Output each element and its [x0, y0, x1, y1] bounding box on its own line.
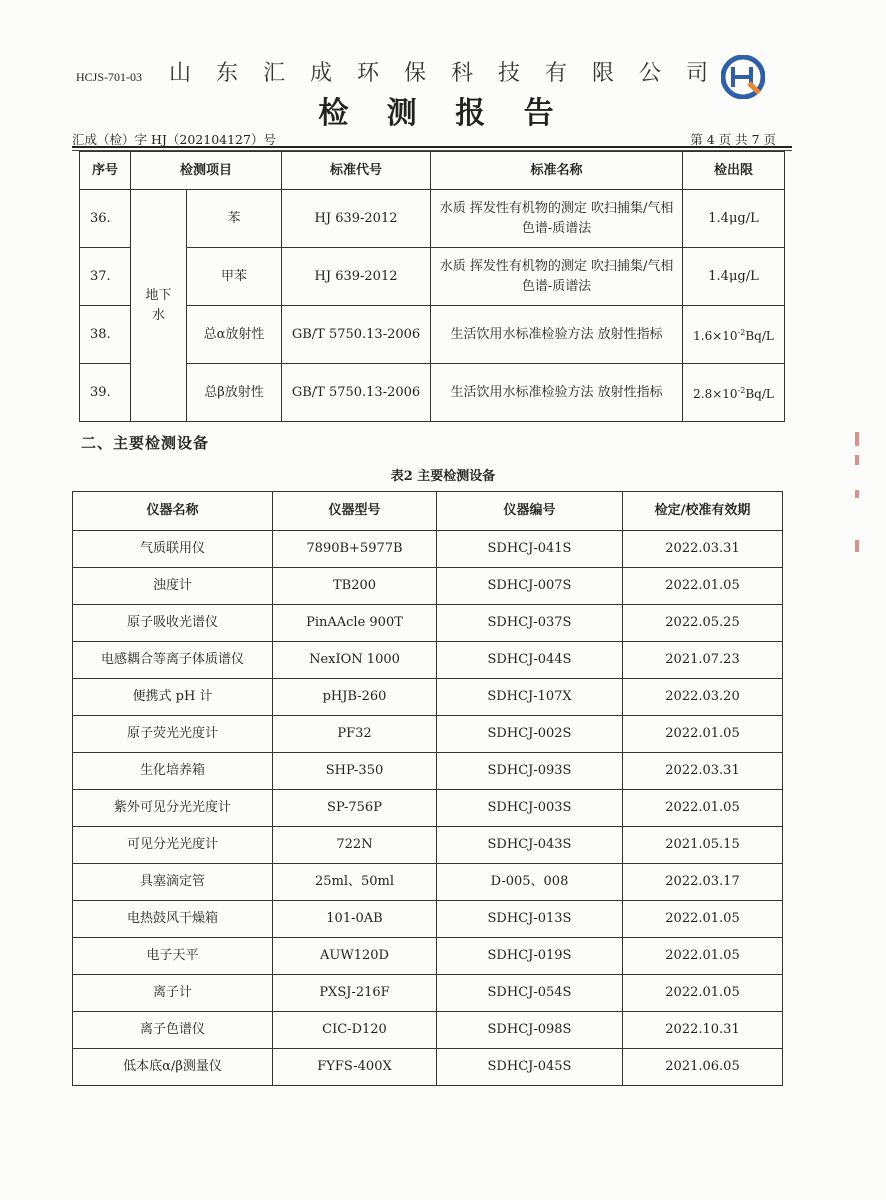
- report-title: 检 测 报 告: [318, 96, 568, 131]
- page-indicator: 第 4 页 共 7 页: [690, 132, 776, 147]
- serial-cell: SDHCJ-044S: [437, 642, 623, 679]
- header-cell: 序号: [80, 152, 131, 190]
- table-row: [73, 1012, 783, 1049]
- table-row: [73, 790, 783, 827]
- row-number: 39.: [80, 364, 131, 422]
- detection-items-table: [79, 151, 785, 422]
- limit-cell: 1.4μg/L: [683, 190, 785, 248]
- header-cell: 仪器名称: [73, 492, 273, 531]
- validity-date-cell: 2022.05.25: [623, 605, 783, 642]
- instrument-name-cell: 离子计: [73, 975, 273, 1012]
- instrument-name-cell: 原子吸收光谱仪: [73, 605, 273, 642]
- serial-cell: SDHCJ-043S: [437, 827, 623, 864]
- validity-date-cell: 2022.03.17: [623, 864, 783, 901]
- serial-cell: SDHCJ-013S: [437, 901, 623, 938]
- serial-cell: SDHCJ-045S: [437, 1049, 623, 1086]
- company-name: 山 东 汇 成 环 保 科 技 有 限 公 司: [169, 61, 717, 86]
- validity-date-cell: 2022.01.05: [623, 568, 783, 605]
- model-cell: CIC-D120: [273, 1012, 437, 1049]
- table-header-row: [73, 492, 783, 531]
- model-cell: 7890B+5977B: [273, 531, 437, 568]
- equipment-table-body: [73, 492, 783, 1086]
- table-row: [73, 975, 783, 1012]
- serial-cell: SDHCJ-037S: [437, 605, 623, 642]
- model-cell: NexION 1000: [273, 642, 437, 679]
- model-cell: 25ml、50ml: [273, 864, 437, 901]
- validity-date-cell: 2021.05.15: [623, 827, 783, 864]
- standard-name-cell: 水质 挥发性有机物的测定 吹扫捕集/气相色谱-质谱法: [431, 190, 683, 248]
- model-cell: PinAAcle 900T: [273, 605, 437, 642]
- row-number: 38.: [80, 306, 131, 364]
- serial-cell: SDHCJ-093S: [437, 753, 623, 790]
- table-header-row: [80, 152, 785, 190]
- table-row: [73, 938, 783, 975]
- model-cell: AUW120D: [273, 938, 437, 975]
- validity-date-cell: 2022.01.05: [623, 716, 783, 753]
- instrument-name-cell: 具塞滴定管: [73, 864, 273, 901]
- company-logo-icon: [721, 55, 765, 99]
- instrument-name-cell: 气质联用仪: [73, 531, 273, 568]
- header-cell: 仪器编号: [437, 492, 623, 531]
- limit-cell: [683, 306, 785, 364]
- item-cell: 总α放射性: [187, 306, 282, 364]
- validity-date-cell: 2021.07.23: [623, 642, 783, 679]
- model-cell: TB200: [273, 568, 437, 605]
- serial-cell: SDHCJ-107X: [437, 679, 623, 716]
- table-row: [73, 827, 783, 864]
- header-cell: 标准名称: [431, 152, 683, 190]
- limit-cell: [683, 364, 785, 422]
- limit-exponent: -2: [737, 386, 746, 395]
- serial-cell: SDHCJ-007S: [437, 568, 623, 605]
- validity-date-cell: 2022.01.05: [623, 790, 783, 827]
- code-cell: HJ 639-2012: [282, 248, 431, 306]
- header-cell: 仪器型号: [273, 492, 437, 531]
- equipment-table: [72, 491, 783, 1086]
- instrument-name-cell: 电子天平: [73, 938, 273, 975]
- code-cell: HJ 639-2012: [282, 190, 431, 248]
- instrument-name-cell: 生化培养箱: [73, 753, 273, 790]
- table-row: [73, 716, 783, 753]
- serial-cell: SDHCJ-041S: [437, 531, 623, 568]
- standard-name-cell: 生活饮用水标准检验方法 放射性指标: [431, 306, 683, 364]
- serial-cell: SDHCJ-019S: [437, 938, 623, 975]
- instrument-name-cell: 低本底α/β测量仪: [73, 1049, 273, 1086]
- scan-edge-mark: [855, 455, 859, 465]
- instrument-name-cell: 电感耦合等离子体质谱仪: [73, 642, 273, 679]
- serial-cell: SDHCJ-002S: [437, 716, 623, 753]
- model-cell: SP-756P: [273, 790, 437, 827]
- standard-name-cell: 生活饮用水标准检验方法 放射性指标: [431, 364, 683, 422]
- table-row: [73, 605, 783, 642]
- sample-type-cell: 地下水: [131, 190, 187, 422]
- row-number: 37.: [80, 248, 131, 306]
- instrument-name-cell: 紫外可见分光光度计: [73, 790, 273, 827]
- code-cell: GB/T 5750.13-2006: [282, 306, 431, 364]
- header-rule: [72, 146, 792, 148]
- table-row: [80, 190, 785, 248]
- header-cell: 检出限: [683, 152, 785, 190]
- standard-name-cell: 水质 挥发性有机物的测定 吹扫捕集/气相色谱-质谱法: [431, 248, 683, 306]
- instrument-name-cell: 电热鼓风干燥箱: [73, 901, 273, 938]
- model-cell: 722N: [273, 827, 437, 864]
- table-row: [73, 568, 783, 605]
- limit-cell: 1.4μg/L: [683, 248, 785, 306]
- limit-base: 2.8×10: [693, 387, 738, 401]
- model-cell: 101-0AB: [273, 901, 437, 938]
- table-row: [73, 531, 783, 568]
- validity-date-cell: 2021.06.05: [623, 1049, 783, 1086]
- header-cell: 检测项目: [131, 152, 282, 190]
- section-title: 二、主要检测设备: [81, 434, 210, 452]
- validity-date-cell: 2022.01.05: [623, 901, 783, 938]
- model-cell: PF32: [273, 716, 437, 753]
- validity-date-cell: 2022.03.31: [623, 531, 783, 568]
- instrument-name-cell: 浊度计: [73, 568, 273, 605]
- instrument-name-cell: 便携式 pH 计: [73, 679, 273, 716]
- table-row: [73, 864, 783, 901]
- serial-cell: SDHCJ-098S: [437, 1012, 623, 1049]
- validity-date-cell: 2022.03.20: [623, 679, 783, 716]
- table-row: [73, 679, 783, 716]
- table-caption: 表2 主要检测设备: [390, 469, 496, 484]
- serial-cell: D-005、008: [437, 864, 623, 901]
- scan-edge-mark: [855, 490, 859, 498]
- instrument-name-cell: 离子色谱仪: [73, 1012, 273, 1049]
- table-row: [73, 753, 783, 790]
- validity-date-cell: 2022.10.31: [623, 1012, 783, 1049]
- model-cell: PXSJ-216F: [273, 975, 437, 1012]
- validity-date-cell: 2022.01.05: [623, 938, 783, 975]
- model-cell: pHJB-260: [273, 679, 437, 716]
- table-row: [73, 1049, 783, 1086]
- table-row: [73, 642, 783, 679]
- serial-cell: SDHCJ-003S: [437, 790, 623, 827]
- code-cell: GB/T 5750.13-2006: [282, 364, 431, 422]
- instrument-name-cell: 原子荧光光度计: [73, 716, 273, 753]
- item-cell: 苯: [187, 190, 282, 248]
- row-number: 36.: [80, 190, 131, 248]
- header-cell: 标准代号: [282, 152, 431, 190]
- serial-cell: SDHCJ-054S: [437, 975, 623, 1012]
- document-code: HCJS-701-03: [76, 70, 143, 84]
- scan-edge-mark: [855, 432, 859, 446]
- limit-exponent: -2: [737, 328, 746, 337]
- table-row: [73, 901, 783, 938]
- model-cell: FYFS-400X: [273, 1049, 437, 1086]
- validity-date-cell: 2022.03.31: [623, 753, 783, 790]
- instrument-name-cell: 可见分光光度计: [73, 827, 273, 864]
- model-cell: SHP-350: [273, 753, 437, 790]
- limit-unit: Bq/L: [745, 387, 774, 401]
- item-cell: 甲苯: [187, 248, 282, 306]
- header-cell: 检定/校准有效期: [623, 492, 783, 531]
- item-cell: 总β放射性: [187, 364, 282, 422]
- scan-edge-mark: [855, 540, 859, 552]
- validity-date-cell: 2022.01.05: [623, 975, 783, 1012]
- limit-unit: Bq/L: [745, 329, 774, 343]
- report-number: 汇成（检）字 HJ（202104127）号: [72, 132, 276, 147]
- limit-base: 1.6×10: [693, 329, 738, 343]
